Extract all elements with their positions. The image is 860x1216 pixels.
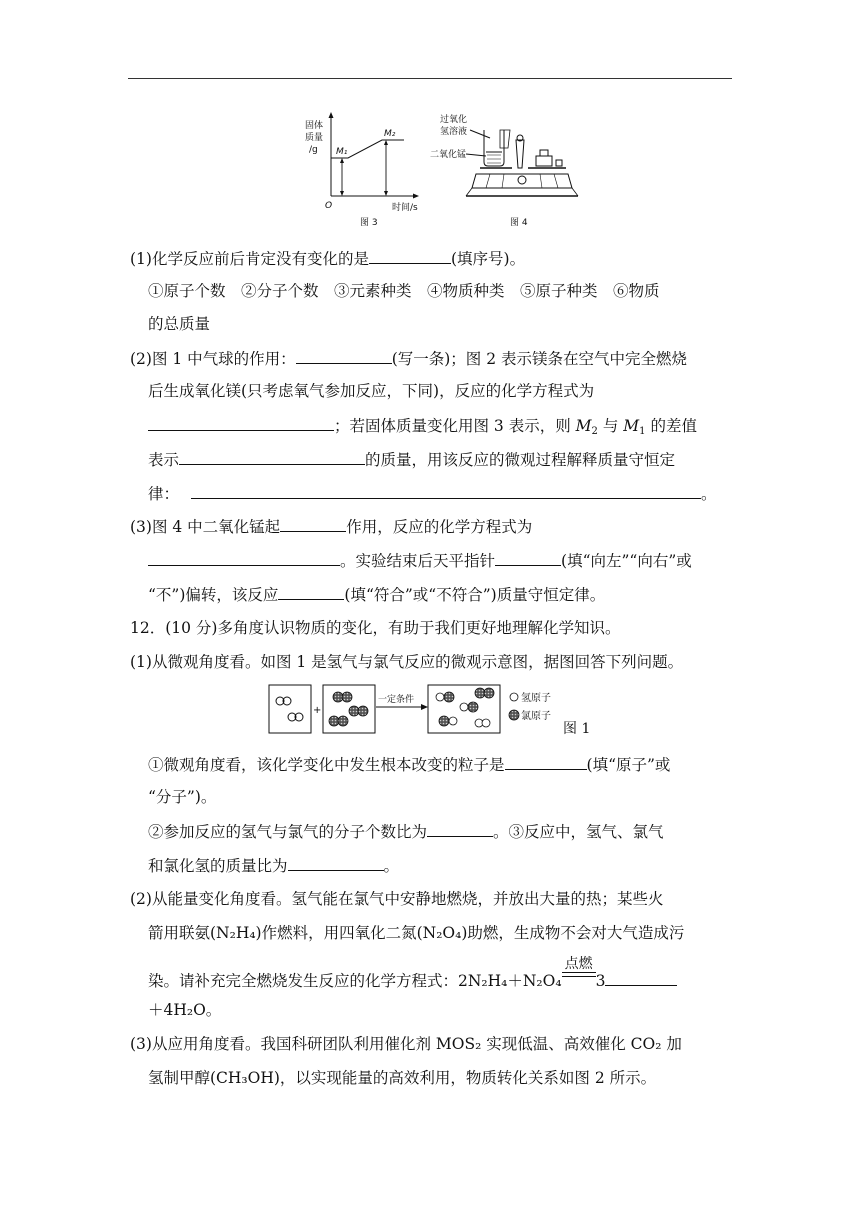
fig3-ylabel-3: /g: [309, 145, 318, 155]
fig3-m1-label: M₁: [336, 147, 348, 157]
q11-blank-6[interactable]: [280, 516, 346, 532]
fig1-legend-h: 氢原子: [521, 693, 551, 704]
figure-4: [430, 113, 578, 228]
figure-1-reaction-diagram: [268, 683, 594, 739]
q12-part2-line1: (2)从能量变化角度看。氢气能在氯气中安静地燃烧，并放出大量的热；某些火: [130, 890, 664, 908]
q12-sub2-line2: 和氯化氢的质量比为 。: [148, 857, 400, 875]
q11-part2-line4: 表示 的质量，用该反应的微观过程解释质量守恒定: [148, 451, 676, 469]
q12-title: 12．(10 分)多角度认识物质的变化，有助于我们更好地理解化学知识。: [130, 619, 621, 637]
q11-blank-7[interactable]: [148, 550, 340, 566]
q12-blank-4[interactable]: [605, 970, 677, 986]
q11-blank-1[interactable]: [369, 248, 451, 264]
q11-part3-line2: 。实验结束后天平指针 (填“向左”“向右”或: [148, 550, 692, 571]
fig3-m2-label: M₂: [384, 129, 396, 139]
q12-part2-line4: ＋4H₂O。: [148, 1001, 222, 1019]
fig3-caption: 图 3: [360, 218, 378, 228]
q12-blank-1[interactable]: [505, 754, 587, 770]
fig1-caption: 图 1: [563, 721, 591, 737]
header-rule: [128, 78, 732, 79]
q12-part2-line2: 箭用联氨(N₂H₄)作燃料，用四氧化二氮(N₂O₄)助燃，生成物不会对大气造成污: [148, 924, 685, 942]
figure-3: [305, 112, 419, 228]
q11-part1-line: (1)化学反应前后肯定没有变化的是 (填序号)。: [130, 250, 526, 268]
q12-part3-line2: 氢制甲醇(CH₃OH)，以实现能量的高效利用，物质转化关系如图 2 所示。: [148, 1069, 657, 1087]
q12-part2-line3: 染。请补充完全燃烧发生反应的化学方程式：2N₂H₄＋N₂O₄ 点燃 3: [148, 966, 677, 991]
q11-part2-line3: ；若固体质量变化用图 3 表示，则 $M_2$ 与 $M_1$ 的差值: [148, 415, 697, 436]
q11-part2-line5: 律： 。: [148, 485, 717, 503]
q11-part3-line3: “不”)偏转，该反应 (填“符合”或“不符合”)质量守恒定律。: [148, 586, 606, 604]
q11-blank-9[interactable]: [278, 584, 344, 600]
q11-part3-line1: (3)图 4 中二氧化锰起 作用，反应的化学方程式为: [130, 518, 533, 536]
figure-3-and-4: [300, 108, 580, 232]
svg-text:+: +: [313, 705, 322, 716]
fig1-legend-cl: 氯原子: [521, 711, 551, 722]
q12-sub1-line2: “分子”)。: [148, 788, 217, 806]
q12-blank-2[interactable]: [427, 821, 493, 837]
q11-blank-8[interactable]: [495, 550, 561, 566]
fig3-ylabel-1: 固体: [305, 121, 324, 131]
fig4-label-h2o2-1: 过氧化: [440, 115, 468, 125]
q12-sub1-line1: ①微观角度看，该化学变化中发生根本改变的粒子是 (填“原子”或: [148, 756, 671, 774]
balance-scale-drawing: [466, 130, 578, 196]
q11-part1-options-2: 的总质量: [148, 315, 211, 333]
q12-part3-line1: (3)从应用角度看。我国科研团队利用催化剂 MOS₂ 实现低温、高效催化 CO₂ 加: [130, 1035, 682, 1053]
fig3-ylabel-2: 质量: [305, 133, 324, 143]
fig4-caption: 图 4: [510, 218, 528, 228]
q11-part1-options: ①原子个数 ②分子个数 ③元素种类 ④物质种类 ⑤原子种类 ⑥物质: [148, 282, 660, 300]
q12-sub2-line1: ②参加反应的氢气与氯气的分子个数比为 。③反应中，氢气、氯气: [148, 823, 664, 841]
fig1-condition: 一定条件: [378, 695, 415, 705]
q11-blank-4[interactable]: [179, 449, 365, 465]
q12-part1-line: (1)从微观角度看。如图 1 是氢气与氯气反应的微观示意图，据图回答下列问题。: [130, 653, 684, 671]
q11-part2-line1: (2)图 1 中气球的作用： (写一条)；图 2 表示镁条在空气中完全燃烧: [130, 350, 687, 368]
q11-blank-5[interactable]: [191, 483, 701, 499]
fig4-label-mno2: 二氧化锰: [430, 150, 467, 160]
fig3-xlabel: 时间/s: [392, 203, 418, 213]
q11-blank-3[interactable]: [148, 415, 334, 431]
fig3-origin: O: [325, 201, 333, 211]
q12-blank-3[interactable]: [288, 855, 384, 871]
fig4-label-h2o2-2: 氢溶液: [440, 127, 468, 137]
q11-part2-line2: 后生成氧化镁(只考虑氧气参加反应，下同)，反应的化学方程式为: [148, 382, 595, 400]
ignition-condition-mark: 点燃: [562, 966, 596, 986]
q11-blank-2[interactable]: [296, 348, 392, 364]
